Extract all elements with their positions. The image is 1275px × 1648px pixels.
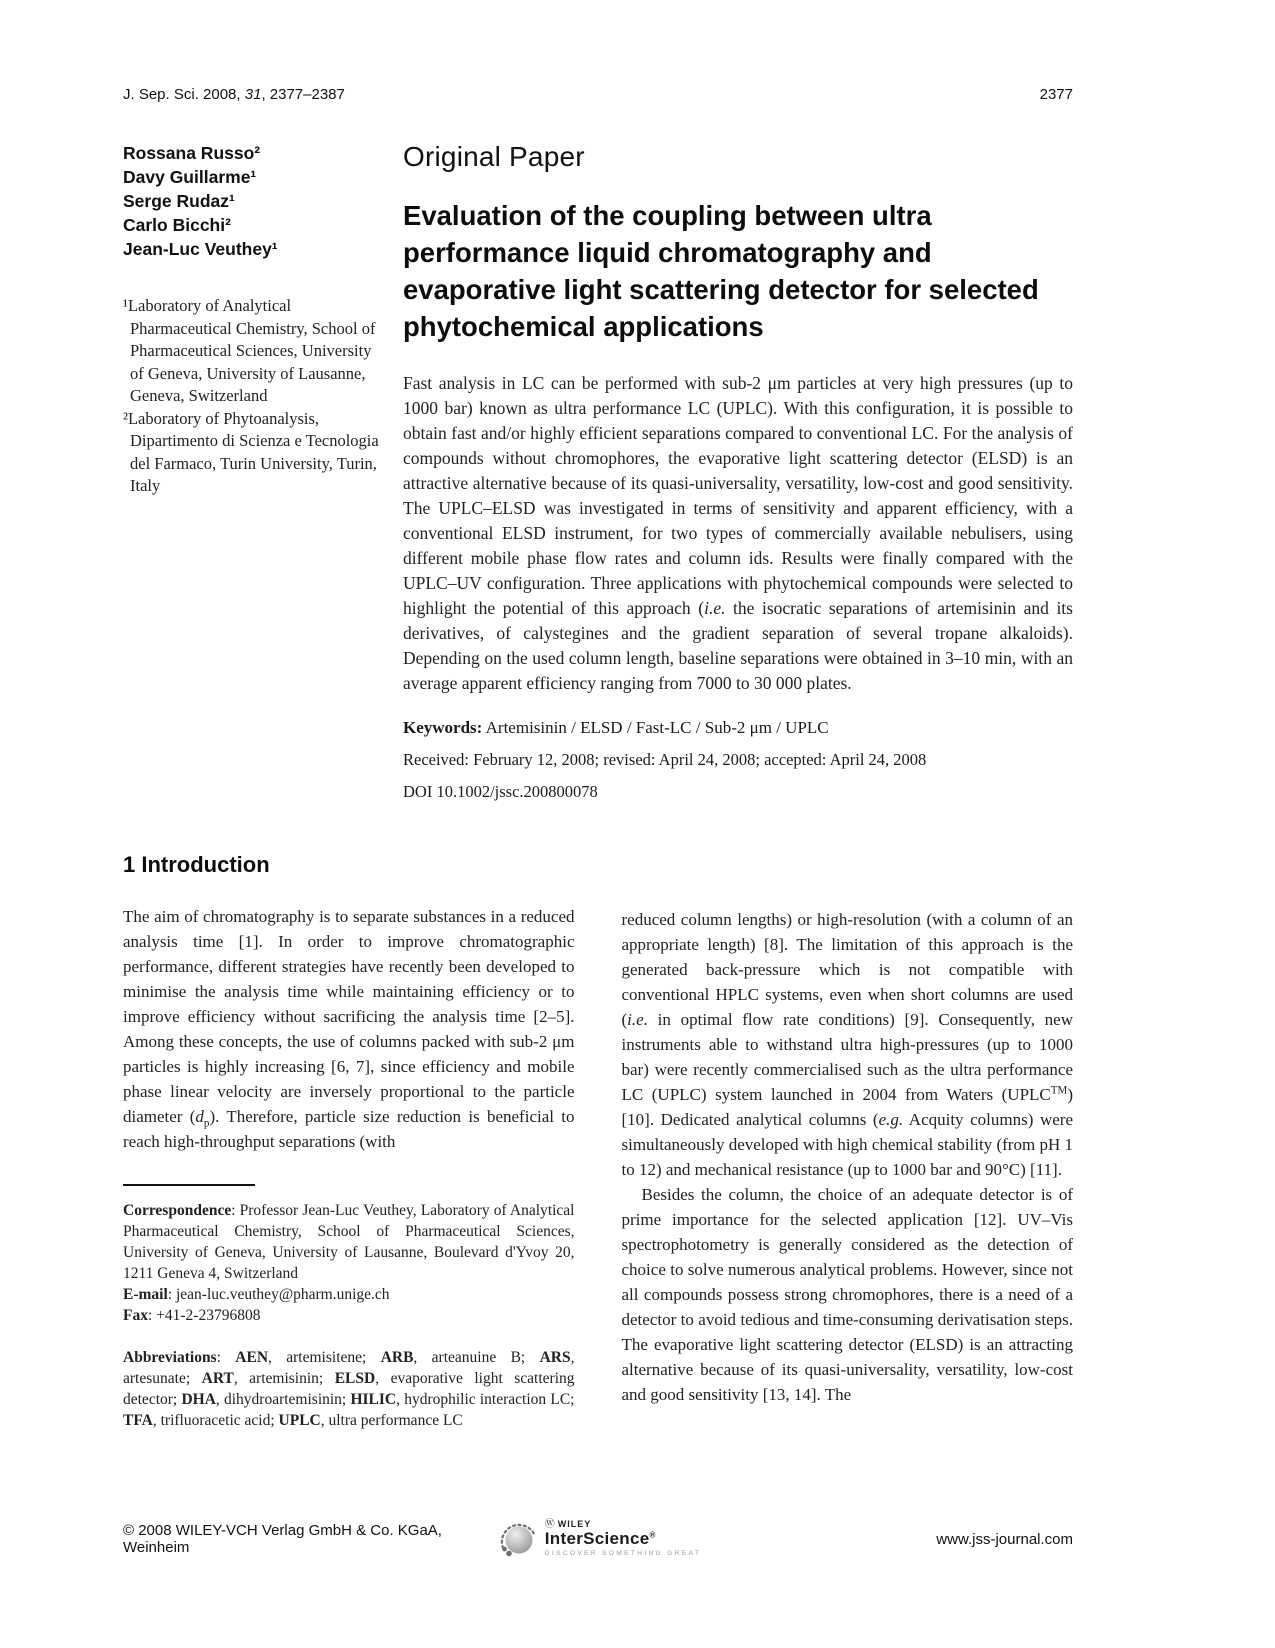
interscience-wordmark: InterScience®: [544, 1529, 656, 1549]
intro-paragraph: reduced column lengths) or high-resolution (with a column of an appropriate length) [8]. The limitation of this approach is the generated back-pressure which is not compatible with conventional HPLC systems, even when short columns are used (i.e. in optimal flow rate conditions) [9]. Consequently, new instruments able to withstand ultra high-pressures (up to 1000 bar) were recently commercialised such as the ultra performance LC (UPLC) system launched in 2004 from Waters (UPLC™) [10]. Dedicated analytical columns (e.g. Acquity columns) were simultaneously developed with high chemical stability (from pH 1 to 12) and mechanical resistance (up to 1000 bar and 90°C) [11].: [621, 910, 1073, 1179]
keywords-line: Keywords: Artemisinin / ELSD / Fast-LC / Sub-2 μm / UPLC: [403, 718, 829, 737]
right-text-column: [622, 852, 1074, 1431]
copyright-notice: © 2008 WILEY-VCH Verlag GmbH & Co. KGaA, Weinheim: [123, 1522, 442, 1556]
interscience-logo-text: [545, 1520, 701, 1558]
fax-line: Fax: +41-2-23796808: [123, 1307, 261, 1324]
journal-citation: J. Sep. Sci. 2008, 31, 2377–2387: [123, 86, 345, 103]
intro-paragraph: The aim of chromatography is to separate substances in a reduced analysis time [1]. In order to improve chromatographic performance, different strategies have recently been developed to minimise the analysis time while maintaining efficiency or to improve efficiency without sacrificing the analysis time [2–5]. Among these concepts, the use of columns packed with sub-2 μm particles is highly increasing [6, 7], since efficiency and mobile phase linear velocity are inversely proportional to the particle diameter $(d_p)$. Therefore, particle size reduction is beneficial to reach high-throughput separations (with: [123, 907, 575, 1151]
correspondence-note: Correspondence: Professor Jean-Luc Veuthey, Laboratory of Analytical Pharmaceutical Chemistry, School of Pharmaceutical Sciences, University of Geneva, University of Lausanne, Boulevard d'Yvoy 20, 1211 Geneva 4, Switzerland: [123, 1202, 575, 1282]
interscience-logo: [495, 1516, 701, 1562]
received-line: Received: February 12, 2008; revised: April 24, 2008; accepted: April 24, 2008: [403, 750, 927, 769]
intro-paragraph: Besides the column, the choice of an adequate detector is of prime importance for the selected application [12]. UV–Vis spectrophotometry is generally considered as the detection of choice to solve numerous analytical problems. However, since not all compounds possess strong chromophores, there is a need of a detector to avoid tedious and time-consuming derivatisation steps. The evaporative light scattering detector (ELSD) is an attracting alternative because of its quasi-universality, versatility, low-cost and good sensitivity [13, 14]. The: [621, 1185, 1073, 1404]
journal-website: www.jss-journal.com: [936, 1530, 1073, 1548]
interscience-globe-icon: [495, 1516, 541, 1562]
author-affiliation-column: [123, 141, 379, 802]
wiley-mark-icon: Ⓦ: [544, 1518, 556, 1530]
affiliation: ¹Laboratory of Analytical Pharmaceutical Chemistry, School of Pharmaceutical Sciences, University of Geneva, University of Lausanne, Geneva, Switzerland: [123, 296, 376, 405]
wiley-wordmark: WILEY: [557, 1519, 592, 1530]
masthead: [123, 141, 1073, 802]
author-name: Davy Guillarme¹: [123, 167, 257, 187]
author-name: Carlo Bicchi²: [123, 215, 231, 235]
introduction-section: [123, 852, 1073, 1431]
affiliation-list: [123, 295, 379, 498]
affiliation: ²Laboratory of Phytoanalysis, Dipartimento di Scienza e Tecnologia del Farmaco, Turin University, Turin, Italy: [123, 408, 379, 495]
interscience-tagline: DISCOVER SOMETHING GREAT: [544, 1550, 702, 1558]
page-footer: [123, 1516, 1073, 1562]
footnote-rule: [123, 1184, 255, 1186]
email-line: E-mail: jean-luc.veuthey@pharm.unige.ch: [123, 1286, 390, 1303]
author-name: Rossana Russo²: [123, 143, 261, 163]
registered-mark: ®: [649, 1530, 656, 1540]
page-number: 2377: [1039, 86, 1073, 103]
abstract-text: Fast analysis in LC can be performed with sub-2 μm particles at very high pressures (up to 1000 bar) known as ultra performance LC (UPLC). With this configuration, it is possible to obtain fast and/or highly efficient separations compared to conventional LC. For the analysis of compounds without chromophores, the evaporative light scattering detector (ELSD) is an attractive alternative because of its quasi-universality, versatility, low-cost and good sensitivity. The UPLC–ELSD was investigated in terms of sensitivity and apparent efficiency, with a conventional ELSD instrument, for two types of commercially available nebulisers, using different mobile phase flow rates and column ids. Results were finally compared with the UPLC–UV configuration. Three applications with phytochemical compounds were selected to highlight the potential of this approach (i.e. the isocratic separations of artemisinin and its derivatives, of calystegines and the gradient separation of several tropane alkaloids). Depending on the used column length, baseline separations were obtained in 3–10 min, with an average apparent efficiency ranging from 7000 to 30 000 plates.: [403, 373, 1073, 693]
section-heading: 1 Introduction: [123, 852, 270, 877]
author-name: Jean-Luc Veuthey¹: [123, 239, 278, 259]
article-head-column: [403, 141, 1073, 802]
author-list: [123, 141, 379, 261]
article-type-label: Original Paper: [403, 141, 585, 172]
left-text-column: [123, 852, 575, 1431]
footnote-block: [123, 1184, 575, 1431]
running-head: [123, 86, 1073, 103]
author-name: Serge Rudaz¹: [123, 191, 235, 211]
doi-line: DOI 10.1002/jssc.200800078: [403, 782, 598, 801]
abbreviations-note: Abbreviations: AEN, artemisitene; ARB, arteanuine B; ARS, artesunate; ART, artemisinin; ELSD, evaporative light scattering detector; DHA, dihydroartemisinin; HILIC, hydrophilic interaction LC; TFA, trifluoracetic acid; UPLC, ultra performance LC: [123, 1349, 575, 1429]
article-title: Evaluation of the coupling between ultra performance liquid chromatography and evaporative light scattering detector for selected phytochemical applications: [403, 200, 1039, 342]
